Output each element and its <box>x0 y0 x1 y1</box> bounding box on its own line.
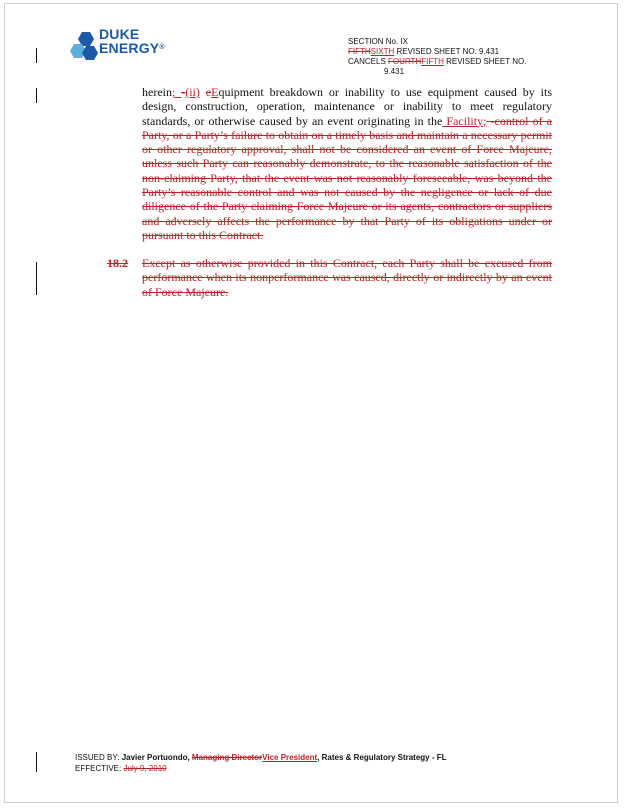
logo-wordmark <box>99 27 165 55</box>
logo-line1: DUKE <box>99 26 140 42</box>
cancels-line: CANCELS FOURTHFIFTH REVISED SHEET NO. <box>348 57 527 66</box>
change-bar <box>36 752 37 772</box>
section-18-2-text: Except as otherwise provided in this Contract, each Party shall be excused from performance when its nonperformance was caused, directly or indirectly by an event of Force Majeure. <box>142 256 552 299</box>
section-number: SECTION No. IX <box>348 37 409 46</box>
change-bar <box>36 88 37 103</box>
sheet-line: FIFTHSIXTH REVISED SHEET NO. 9.431 <box>348 47 500 56</box>
effective-line: EFFECTIVE: July 9, 2010 <box>75 764 167 773</box>
section-number-18-2: 18.2 <box>107 256 128 270</box>
cancels-sheet-number: 9.431 <box>384 67 405 76</box>
sheet-header <box>348 37 526 77</box>
footer <box>75 752 447 774</box>
logo-line2: ENERGY® <box>99 40 165 56</box>
change-bar <box>36 48 37 63</box>
issued-by-line: ISSUED BY: Javier Portuondo, Managing DirectorVice President, Rates & Regulatory Strategy - FL <box>75 753 447 762</box>
force-majeure-paragraph: herein; -(ii) eEquipment breakdown or inability to use equipment caused by its design, construction, operation, maintenance or inability to meet regulatory standards, or otherwise caused by an event originating in the Facility; -control of a Party, or a Party’s failure to obtain on a timely basis and maintain a necessary permit or other regulatory approval, shall not be considered an event of Force Majeure, unless such Party can reasonably demonstrate, to the reasonable satisfaction of the non-claiming Party, that the event was not reasonably foreseeable, was beyond the Party’s reasonable control and was not caused by the negligence or lack of due diligence of the Party claiming Force Majeure or its agents, contractors or suppliers and adversely affects the performance by that Party of its obligations under or pursuant to this Contract. <box>142 85 552 242</box>
change-bar <box>36 262 37 295</box>
